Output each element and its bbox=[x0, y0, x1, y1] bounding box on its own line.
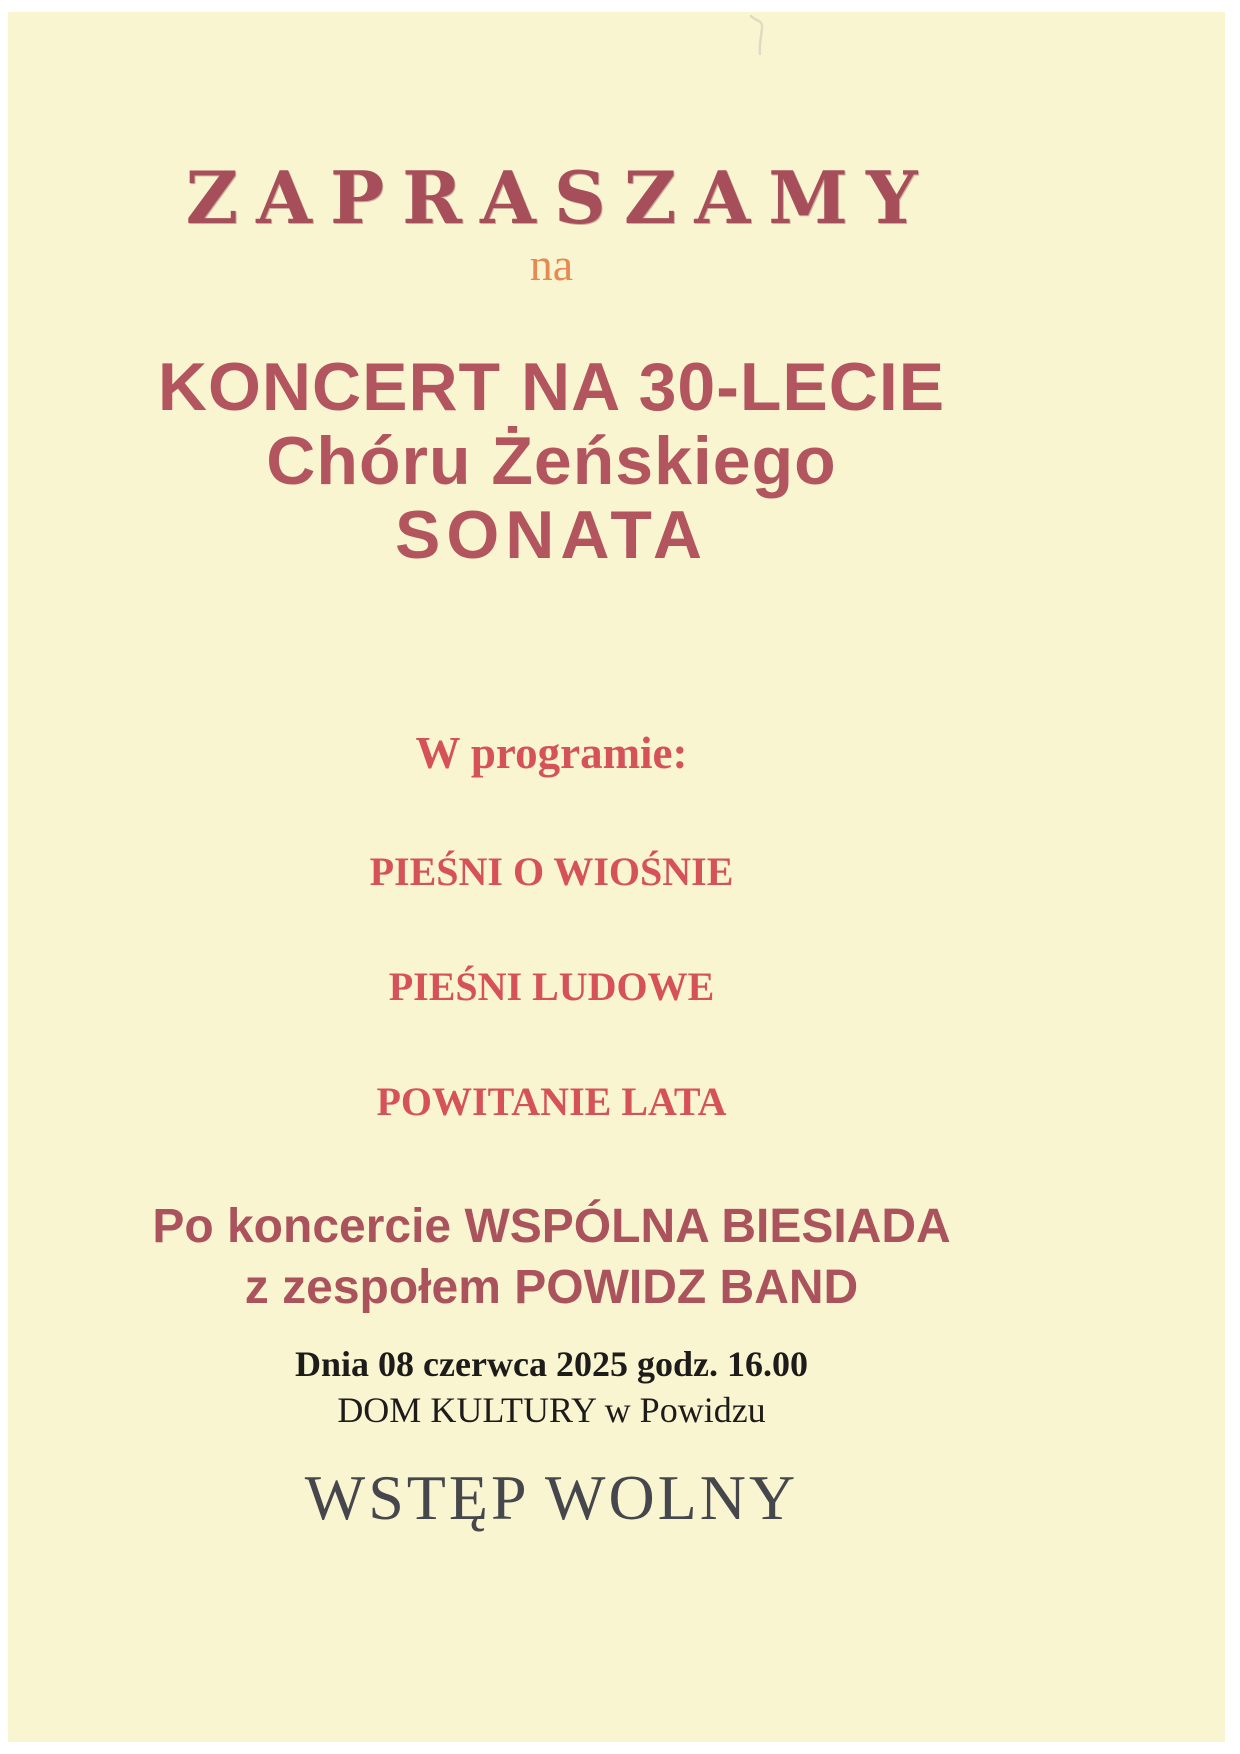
after-concert-note bbox=[8, 1196, 1095, 1318]
program-item-piesni-ludowe: PIEŚNI LUDOWE bbox=[388, 964, 715, 1009]
concert-title-line-1: KONCERT NA 30-LECIE bbox=[157, 349, 946, 425]
concert-title bbox=[8, 350, 1095, 572]
after-concert-line-1: Po koncercie WSPÓLNA BIESIADA bbox=[152, 1200, 951, 1253]
invite-heading: ZAPRASZAMY bbox=[185, 155, 936, 240]
program-item-piesni-o-wiosnie: PIEŚNI O WIOŚNIE bbox=[369, 849, 734, 894]
poster-paper bbox=[8, 12, 1225, 1742]
scan-artifact-mark bbox=[743, 12, 773, 57]
after-concert-line-2: z zespołem POWIDZ BAND bbox=[244, 1261, 859, 1314]
concert-title-line-2: Chóru Żeńskiego bbox=[266, 423, 837, 499]
program-item-powitanie-lata: POWITANIE LATA bbox=[376, 1079, 727, 1124]
program-heading: W programie: bbox=[415, 728, 688, 778]
event-date-time: Dnia 08 czerwca 2025 godz. 16.00 bbox=[295, 1344, 808, 1384]
event-venue: DOM KULTURY w Powidzu bbox=[337, 1390, 766, 1430]
concert-title-line-3: SONATA bbox=[394, 497, 708, 573]
preposition-text: na bbox=[529, 239, 574, 290]
admission-free-text: WSTĘP WOLNY bbox=[304, 1462, 799, 1533]
